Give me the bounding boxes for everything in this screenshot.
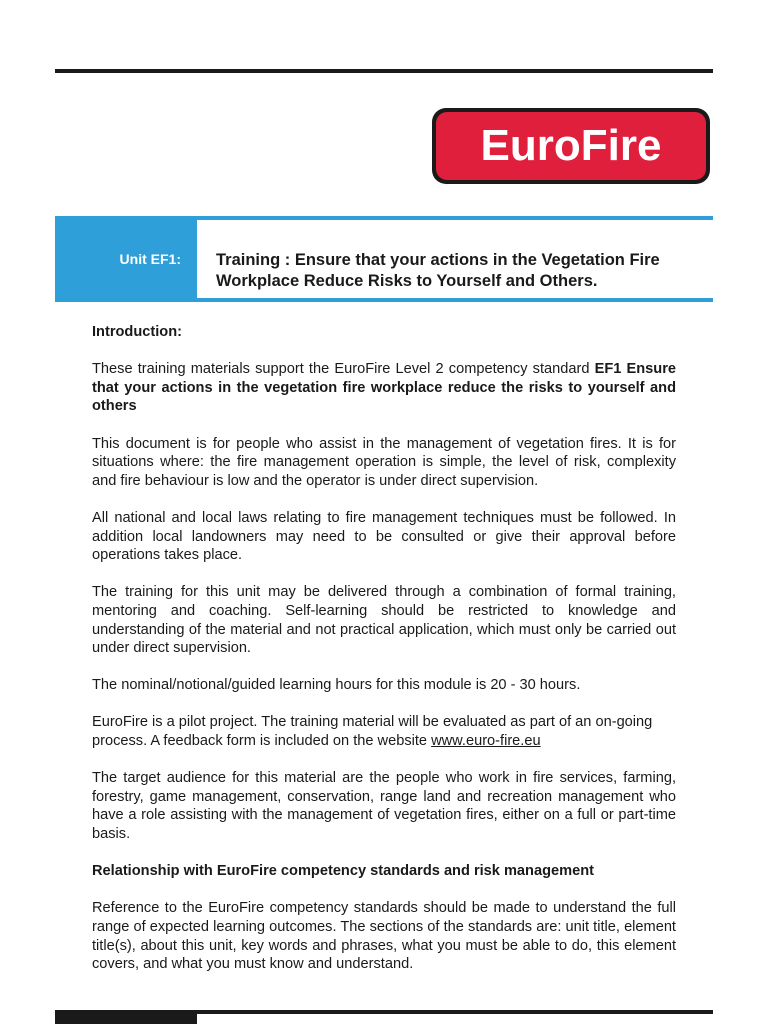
- intro-paragraph-3: All national and local laws relating to fire management techniques must be followed. In addition local landowners may need to be consulted or give their approval before operations takes place.: [92, 509, 676, 564]
- unit-label-box: [55, 216, 197, 302]
- intro-paragraph-6: [92, 713, 676, 750]
- intro-paragraph-5: The nominal/notional/guided learning hours for this module is 20 - 30 hours.: [92, 677, 581, 694]
- intro-paragraph-2: This document is for people who assist in the management of vegetation fires. It is for situations where: the fire management operation is simple, the level of risk, complexity and fire behaviour is low and the operator is under direct supervision.: [92, 435, 676, 489]
- intro-paragraph-1-text: These training materials support the EuroFire Level 2 competency standard: [92, 361, 595, 378]
- footer-block: [55, 1010, 197, 1024]
- intro-paragraph-1: [92, 360, 676, 416]
- website-link[interactable]: www.euro-fire.eu: [431, 733, 541, 750]
- intro-paragraph-4: The training for this unit may be delivered through a combination of formal training, mentoring and coaching. Self-learning should be restricted to knowledge and understanding of the material and not practical application, which must only be carried out under direct supervision.: [92, 584, 676, 657]
- relationship-heading: Relationship with EuroFire competency standards and risk management: [92, 863, 594, 880]
- logo-background: [436, 112, 706, 180]
- logo-text: EuroFire: [480, 121, 662, 170]
- intro-paragraph-7: The target audience for this material are the people who work in fire services, farming, forestry, game management, conservation, range land and recreation management who have a role assisting with the management of vegetation fires, either on a full or part-time basis.: [92, 770, 676, 843]
- eurofire-logo: [432, 108, 710, 184]
- unit-title: Training : Ensure that your actions in the Vegetation Fire Workplace Reduce Risks to Yourself and Others.: [216, 251, 660, 290]
- relationship-paragraph-1: Reference to the EuroFire competency standards should be made to understand the full range of expected learning outcomes. The sections of the standards are: unit title, element title(s), about this unit, key words and phrases, what you must be able to do, this element covers, and what you must know and understand.: [92, 900, 676, 973]
- document-body: [92, 323, 676, 992]
- intro-paragraph-6-text: EuroFire is a pilot project. The training material will be evaluated as part of an on-going process. A feedback form is included on the website: [92, 714, 653, 750]
- top-rule: [55, 69, 713, 73]
- introduction-heading: Introduction:: [92, 324, 182, 340]
- intro-paragraph-1-standard: EF1 Ensure that your actions in the vegetation fire workplace reduce the risks to yourself and others: [92, 361, 677, 415]
- unit-label: Unit EF1:: [119, 251, 181, 267]
